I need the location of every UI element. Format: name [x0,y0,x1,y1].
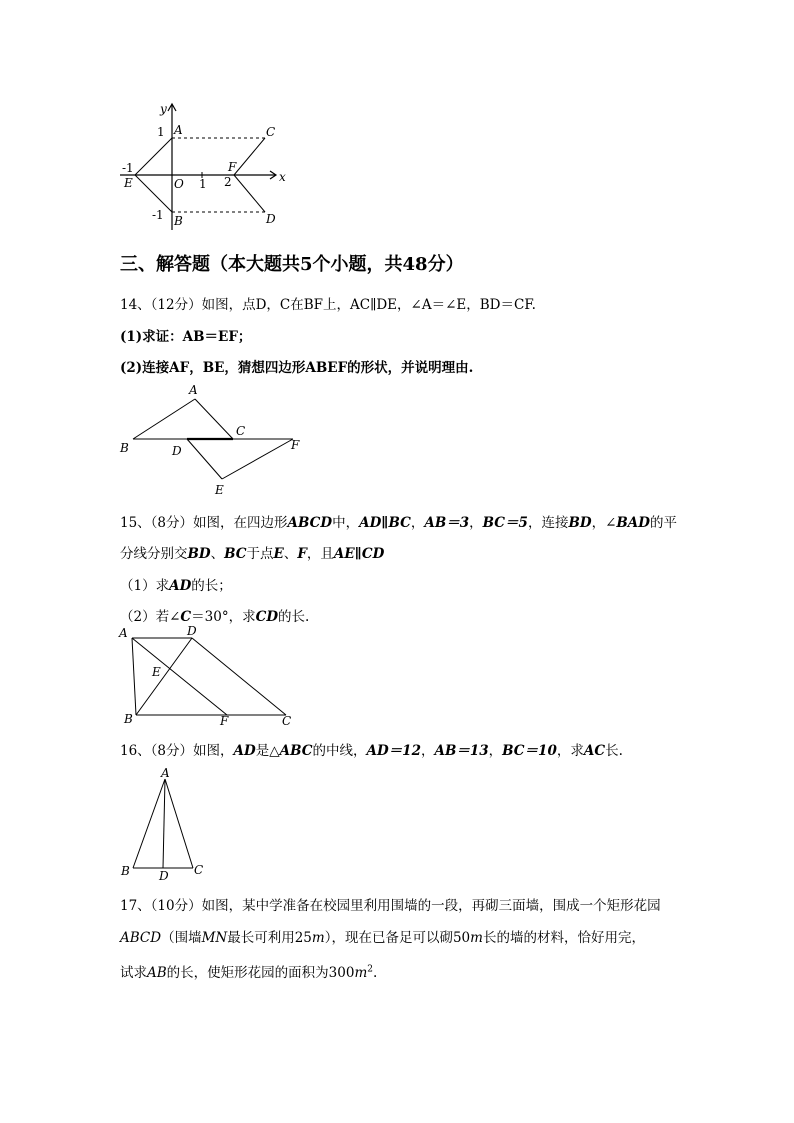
label-neg1-y: -1 [152,208,164,222]
label-1-x: 1 [199,177,207,191]
math-abcd: ABCD [287,515,333,531]
text: 最长可利用 [227,930,295,946]
math-ad: AD [169,578,192,594]
math-cd: CD [255,609,279,625]
math-ad: AD [233,743,256,759]
label-d: D [266,212,276,226]
text: ，∠ [591,515,617,531]
math-ae-parallel-cd: AE∥CD [333,546,385,562]
label-f: F [228,160,237,174]
text: ， [420,743,435,759]
text: 15、（8分）如图，在四边形 [120,515,288,531]
text: 的长； [191,578,232,594]
math-c: C [180,609,192,625]
label-c: C [236,424,246,438]
math-abc: ABC [279,743,313,759]
label-b: B [121,864,130,878]
text: 、 [283,546,298,562]
segment-ab [133,779,165,868]
label-c: C [266,125,276,139]
text: 分线分别交 [120,546,188,562]
label-f: F [220,714,229,728]
text: 长的墙的材料，恰好用完， [482,930,645,946]
text: （围墙 [161,930,202,946]
segment-bd [136,638,192,715]
label-a: A [174,123,183,137]
section-title: 三、解答题（本大题共5个小题，共48分） [120,254,464,275]
label-c: C [282,714,292,728]
text: 长. [605,743,623,759]
text: 中， [332,515,360,531]
q17-line3 [120,961,377,981]
label-d: D [159,869,169,883]
text: 16、（8分）如图， [120,743,234,759]
math-unit-m: m [470,930,483,946]
label-o: O [174,177,184,191]
label-b: B [124,712,133,726]
segment-fd [234,175,265,212]
label-a: A [161,766,170,780]
label-1-y: 1 [157,125,165,139]
text: ，连接 [527,515,569,531]
math-bd: BD [187,546,211,562]
segment-ea [135,138,172,175]
segment-dc [192,638,286,715]
segment-ac [195,399,233,439]
text: ， [469,515,483,531]
label-f: F [291,438,300,452]
math-e: E [273,546,284,562]
text: 的平 [649,515,677,531]
q14-part2: (2)连接AF，BE，猜想四边形ABEF的形状，并说明理由. [120,360,474,376]
math-superscript-2: 2 [367,964,373,975]
q14-stem: 14、（12分）如图，点D，C在BF上，AC∥DE，∠A＝∠E，BD＝CF. [120,297,536,313]
text: ），现在已备足可以砌 [324,930,453,946]
text: （1）求 [120,578,170,594]
label-d: D [172,444,182,458]
text: 的长. [278,609,310,625]
label-y: y [160,102,167,116]
text: ，且 [306,546,334,562]
math-25: 25 [294,930,312,946]
text: 是△ [255,743,280,759]
text: 于点 [246,546,274,562]
segment-de [187,439,222,479]
math-50: 50 [452,930,471,946]
label-b: B [120,441,129,455]
text: 的长，使矩形花园的面积为 [166,965,329,981]
text: ， [410,515,425,531]
text: ＝30°，求 [191,609,256,625]
math-f: F [297,546,307,562]
math-ac: AC [583,743,606,759]
q15-line2 [120,542,384,562]
segment-af [132,638,227,715]
math-unit-m: m [311,930,325,946]
text: ，求 [556,743,584,759]
text: （2）若∠ [120,609,181,625]
math-ab-13: AB＝13 [434,743,489,759]
text: . [373,965,378,981]
coordinate-figure [110,95,290,235]
text: 的中线， [312,743,367,759]
q15-line1 [120,511,677,531]
segment-ad [163,779,165,868]
text: 、 [210,546,225,562]
segment-ac [165,779,193,868]
q17-line1: 17、（10分）如图，某中学准备在校园里利用围墙的一段，再砌三面墙，围成一个矩形花园 [120,898,661,914]
label-x: x [279,170,286,184]
math-ad-parallel-bc: AD∥BC [359,515,411,531]
math-300: 300 [328,965,355,981]
segment-eb [135,175,172,212]
segment-ab [132,638,136,715]
q14-figure [115,380,305,500]
label-neg1-x: -1 [122,161,134,175]
math-ad-12: AD＝12 [366,743,421,759]
text: 试求 [120,965,147,981]
q15-figure [110,622,310,732]
q15-part1 [120,574,232,594]
math-ab-3: AB＝3 [424,515,470,531]
q14-part1: (1)求证：AB＝EF； [120,329,252,345]
label-e: E [152,665,161,679]
math-bc: BC [224,546,247,562]
q16-stem [120,739,623,759]
math-bad: BAD [616,515,650,531]
math-unit-m: m [354,965,368,981]
q16-figure [115,762,215,887]
segment-ba [133,399,195,439]
segment-fc [234,138,265,175]
label-e: E [124,176,133,190]
math-bd: BD [568,515,592,531]
label-b: B [174,214,183,228]
q17-line2 [120,926,645,946]
label-e: E [215,483,224,497]
label-a: A [119,626,128,640]
text: ， [488,743,503,759]
math-abcd: ABCD [120,930,162,946]
label-a: A [189,383,198,397]
label-d: D [187,624,197,638]
math-bc-10: BC＝10 [502,743,557,759]
math-bc-5: BC＝5 [482,515,528,531]
label-2-x: 2 [224,175,232,189]
math-mn: MN [201,930,228,946]
label-c: C [194,863,204,877]
math-ab: AB [147,965,167,981]
segment-ef [222,439,293,479]
